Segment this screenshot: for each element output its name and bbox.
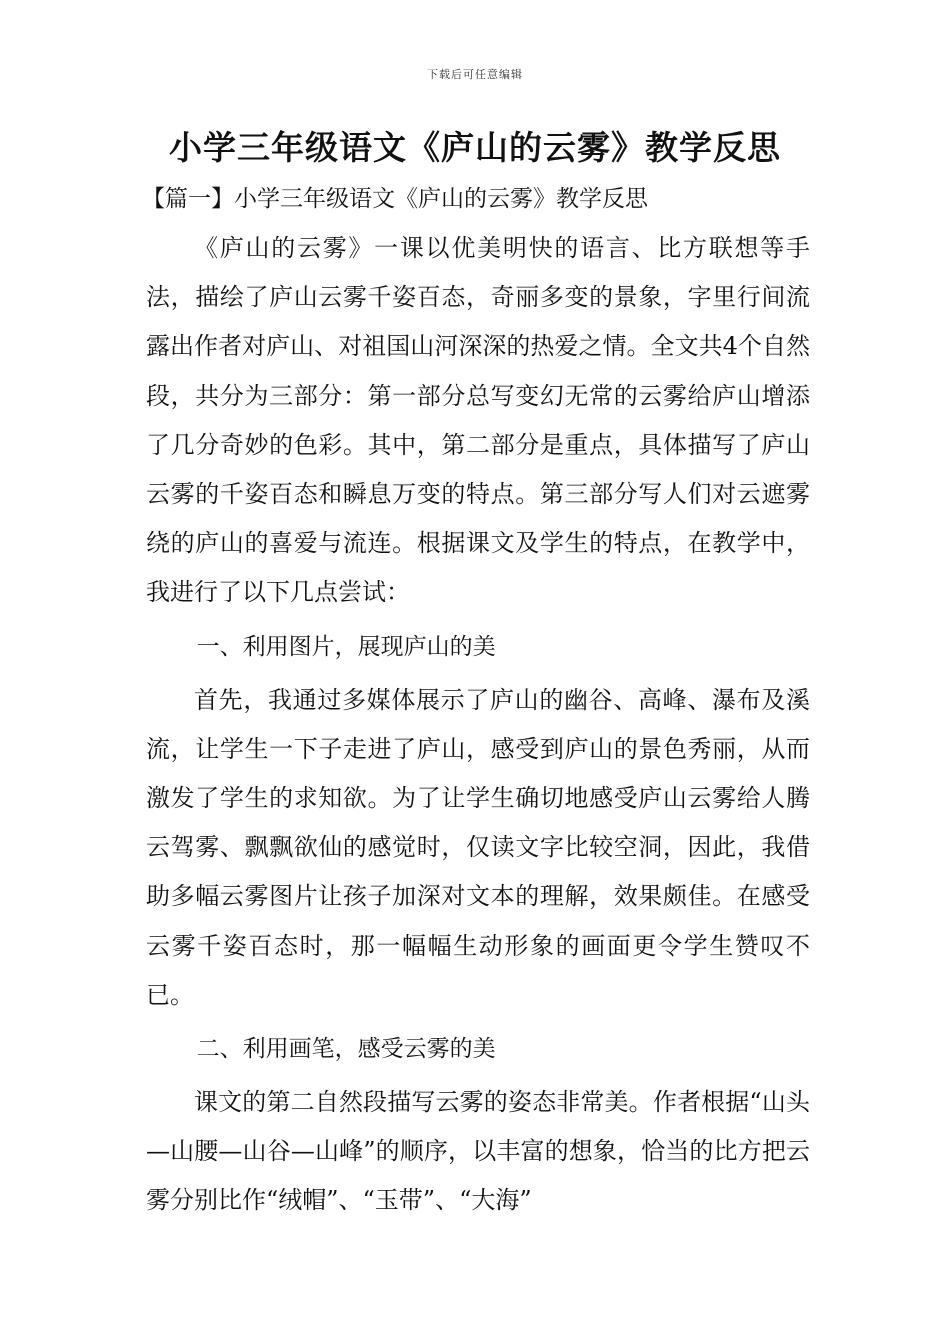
subheading-brush: 二、利用画笔，感受云雾的美: [196, 1036, 496, 1063]
page-header-note: 下载后可任意编辑: [427, 68, 523, 81]
document-title: 小学三年级语文《庐山的云雾》教学反思: [169, 128, 781, 167]
paragraph-pictures: 首先，我通过多媒体展示了庐山的幽谷、高峰、瀑布及溪流，让学生一下子走进了庐山，感受到庐山的景色秀丽，从而激发了学生的求知欲。为了让学生确切地感受庐山云雾给人腾云驾雾、飘飘欲仙的感觉时，仅读文字比较空洞，因此，我借助多幅云雾图片让孩子加深对文本的理解，效果颇佳。在感受云雾千姿百态时，那一幅幅生动形象的画面更令学生赞叹不已。: [146, 685, 810, 1009]
section-heading: 【篇一】小学三年级语文《庐山的云雾》教学反思: [142, 186, 648, 212]
subheading-pictures: 一、利用图片，展现庐山的美: [196, 633, 496, 660]
paragraph-brush: 课文的第二自然段描写云雾的姿态非常美。作者根据“山头—山腰—山谷—山峰”的顺序，以丰富的想象，恰当的比方把云雾分别比作“绒帽”、“玉带”、“大海”: [146, 1088, 810, 1215]
document-body: [142, 174, 810, 1226]
paragraph-intro: 《庐山的云雾》一课以优美明快的语言、比方联想等手法，描绘了庐山云雾千姿百态，奇丽多变的景象，字里行间流露出作者对庐山、对祖国山河深深的热爱之情。全文共4个自然段，共分为三部分：第一部分总写变幻无常的云雾给庐山增添了几分奇妙的色彩。其中，第二部分是重点，具体描写了庐山云雾的千姿百态和瞬息万变的特点。第三部分写人们对云遮雾绕的庐山的喜爱与流连。根据课文及学生的特点，在教学中，我进行了以下几点尝试：: [146, 234, 810, 607]
